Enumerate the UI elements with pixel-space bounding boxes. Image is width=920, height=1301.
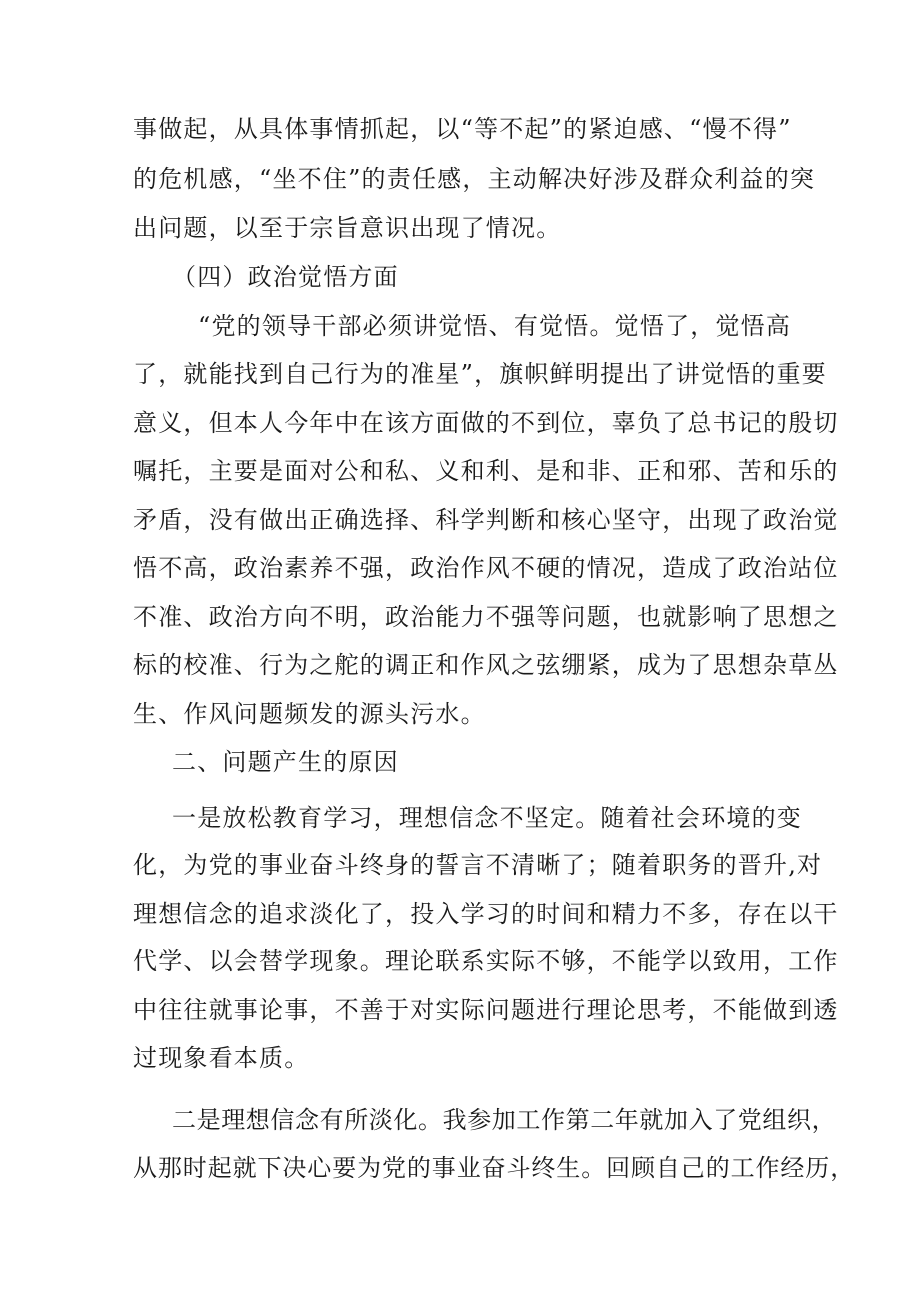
text-line: 矛盾，没有做出正确选择、科学判断和核心坚守，出现了政治觉: [133, 506, 839, 534]
text-line: 事做起，从具体事情抓起，以“等不起”的紧迫感、“慢不得”: [133, 115, 792, 143]
text-line: 不准、政治方向不明，政治能力不强等问题，也就影响了思想之: [133, 603, 839, 631]
text-line: 嘱托，主要是面对公和私、义和利、是和非、正和邪、苦和乐的: [133, 457, 839, 485]
text-line: 生、作风问题频发的源头污水。: [133, 700, 486, 728]
text-line: 标的校准、行为之舵的调正和作风之弦绷紧，成为了思想杂草丛: [133, 651, 839, 679]
text-line: 过现象看本质。: [133, 1044, 310, 1072]
text-line: 二是理想信念有所淡化。我参加工作第二年就加入了党组织，: [172, 1106, 837, 1134]
text-line: 一是放松教育学习，理想信念不坚定。随着社会环境的变: [172, 804, 802, 832]
text-line: 代学、以会替学现象。理论联系实际不够，不能学以致用，工作: [133, 947, 839, 975]
text-line: 理想信念的追求淡化了，投入学习的时间和精力不多，存在以干: [133, 900, 839, 928]
text-line: “党的领导干部必须讲觉悟、有觉悟。觉悟了，觉悟高: [198, 312, 792, 340]
section-heading: （四）政治觉悟方面: [172, 263, 399, 291]
section-heading: 二、问题产生的原因: [172, 748, 399, 776]
text-line: 化，为党的事业奋斗终身的誓言不清晰了；随着职务的晋升,对: [133, 851, 823, 879]
text-line: 出问题，以至于宗旨意识出现了情况。: [133, 214, 562, 242]
text-line: 中往往就事论事，不善于对实际问题进行理论思考，不能做到透: [133, 996, 839, 1024]
text-line: 的危机感，“坐不住”的责任感，主动解决好涉及群众利益的突: [133, 165, 816, 193]
text-line: 从那时起就下决心要为党的事业奋斗终生。回顾自己的工作经历，: [133, 1154, 856, 1182]
text-line: 意义，但本人今年中在该方面做的不到位，辜负了总书记的殷切: [133, 409, 839, 437]
text-line: 了，就能找到自己行为的准星”，旗帜鲜明提出了讲觉悟的重要: [133, 360, 827, 388]
text-line: 悟不高，政治素养不强，政治作风不硬的情况，造成了政治站位: [133, 554, 839, 582]
